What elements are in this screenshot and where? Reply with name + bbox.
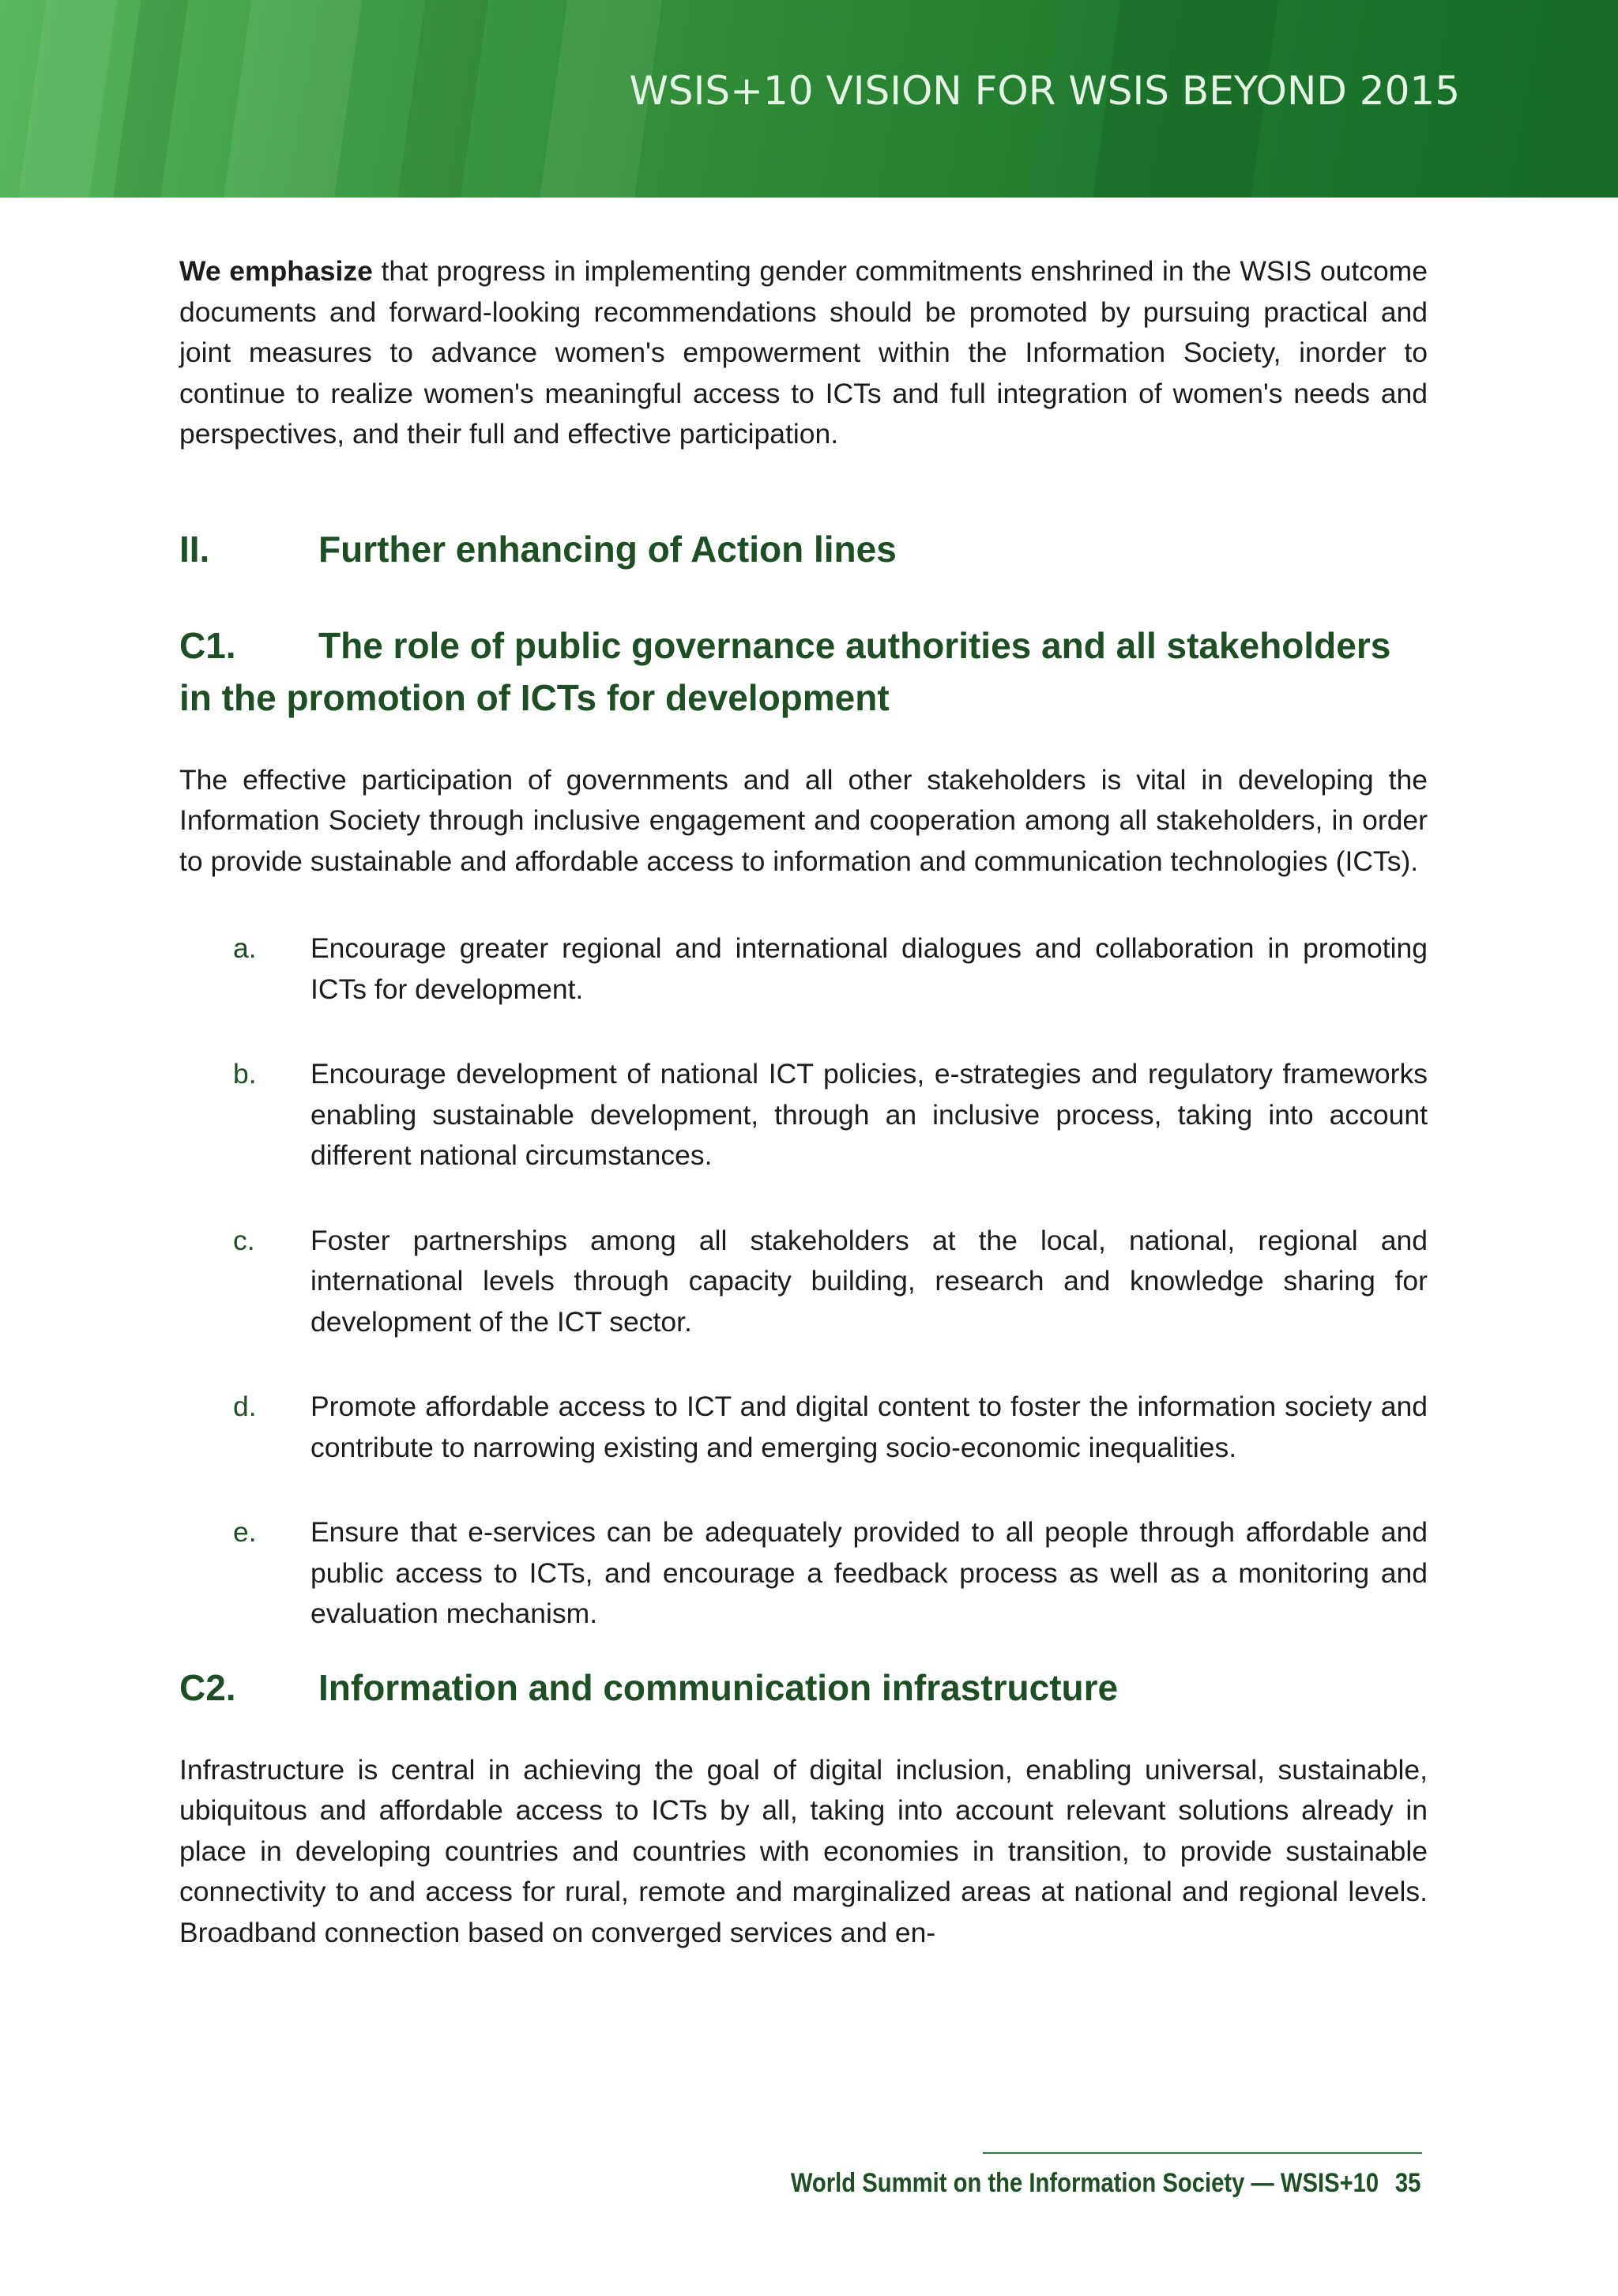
intro-lead: We emphasize (179, 255, 373, 287)
page-content (179, 251, 1428, 1953)
c1-title: The role of public governance authorities and all stakeholders in the promotion of ICTs for development (179, 624, 1391, 718)
c1-heading (179, 619, 1428, 724)
list-item-text: Ensure that e-services can be adequately provided to all people through affordable and public access to ICTs, and encourage a feedback process as well as a monitoring and evaluation mechanism. (310, 1516, 1428, 1629)
list-item-text: Encourage development of national ICT policies, e-strategies and regulatory frameworks enabling sustainable development, through an inclusive process, taking into account different national circumstances. (310, 1058, 1428, 1171)
c1-number: C1. (179, 624, 236, 666)
footer-divider (983, 2152, 1422, 2154)
header-banner (0, 0, 1618, 198)
list-item-text: Foster partnerships among all stakeholders at the local, national, regional and international levels through capacity building, research and knowledge sharing for development of the ICT sector. (310, 1224, 1428, 1338)
list-marker: a. (233, 932, 257, 964)
c2-heading (179, 1662, 1428, 1714)
c1-paragraph: The effective participation of governments and all other stakeholders is vital in developing the Information Society through inclusive engagement and cooperation among all stakeholders, in order to provide sustainable and affordable access to information and communication technologies (ICTs). (179, 763, 1428, 877)
c2-paragraph: Infrastructure is central in achieving the goal of digital inclusion, enabling universal, sustainable, ubiquitous and affordable access to ICTs by all, taking into account relevant solutions already in place in developing countries and countries with economies in transition, to provide sustainable connectivity to and access for rural, remote and marginalized areas at national and regional levels. Broadband connection based on converged services and en- (179, 1753, 1428, 1948)
list-item-text: Promote affordable access to ICT and digital content to foster the information society and contribute to narrowing existing and emerging socio-economic inequalities. (310, 1391, 1428, 1463)
banner-decoration (218, 0, 367, 198)
list-marker: b. (233, 1058, 257, 1090)
intro-text: that progress in implementing gender commitments enshrined in the WSIS outcome documents and forward-looking recommendations should be promoted by pursuing practical and joint measures to advance women's empowerment within the Information Society, inorder to continue to realize women's meaningful access to ICTs and full integration of women's needs and perspectives, and their full and effective participation. (179, 255, 1428, 450)
c2-number: C2. (179, 1666, 236, 1708)
banner-decoration (107, 0, 193, 198)
section-heading-2 (179, 523, 1428, 575)
c1-item-list (179, 928, 1428, 1635)
footer-title: World Summit on the Information Society — WSIS+10 (790, 2168, 1379, 2198)
list-item-text: Encourage greater regional and international dialogues and collaboration in promoting ICTs for development. (310, 932, 1428, 1005)
list-item (179, 928, 1428, 1010)
intro-paragraph (179, 251, 1428, 455)
list-item (179, 1512, 1428, 1635)
list-marker: d. (233, 1391, 257, 1422)
page-number: 35 (1394, 2168, 1420, 2198)
list-marker: e. (233, 1516, 257, 1548)
section-number: II. (179, 528, 210, 570)
list-item (179, 1054, 1428, 1176)
c2-title: Information and communication infrastructure (318, 1666, 1119, 1708)
page-footer (790, 2168, 1420, 2199)
banner-decoration (392, 0, 493, 198)
list-item (179, 1221, 1428, 1343)
banner-decoration (13, 0, 122, 198)
list-item (179, 1387, 1428, 1468)
section-title: Further enhancing of Action lines (318, 528, 897, 570)
header-title: WSIS+10 VISION FOR WSIS BEYOND 2015 (629, 68, 1460, 114)
list-marker: c. (233, 1224, 255, 1256)
